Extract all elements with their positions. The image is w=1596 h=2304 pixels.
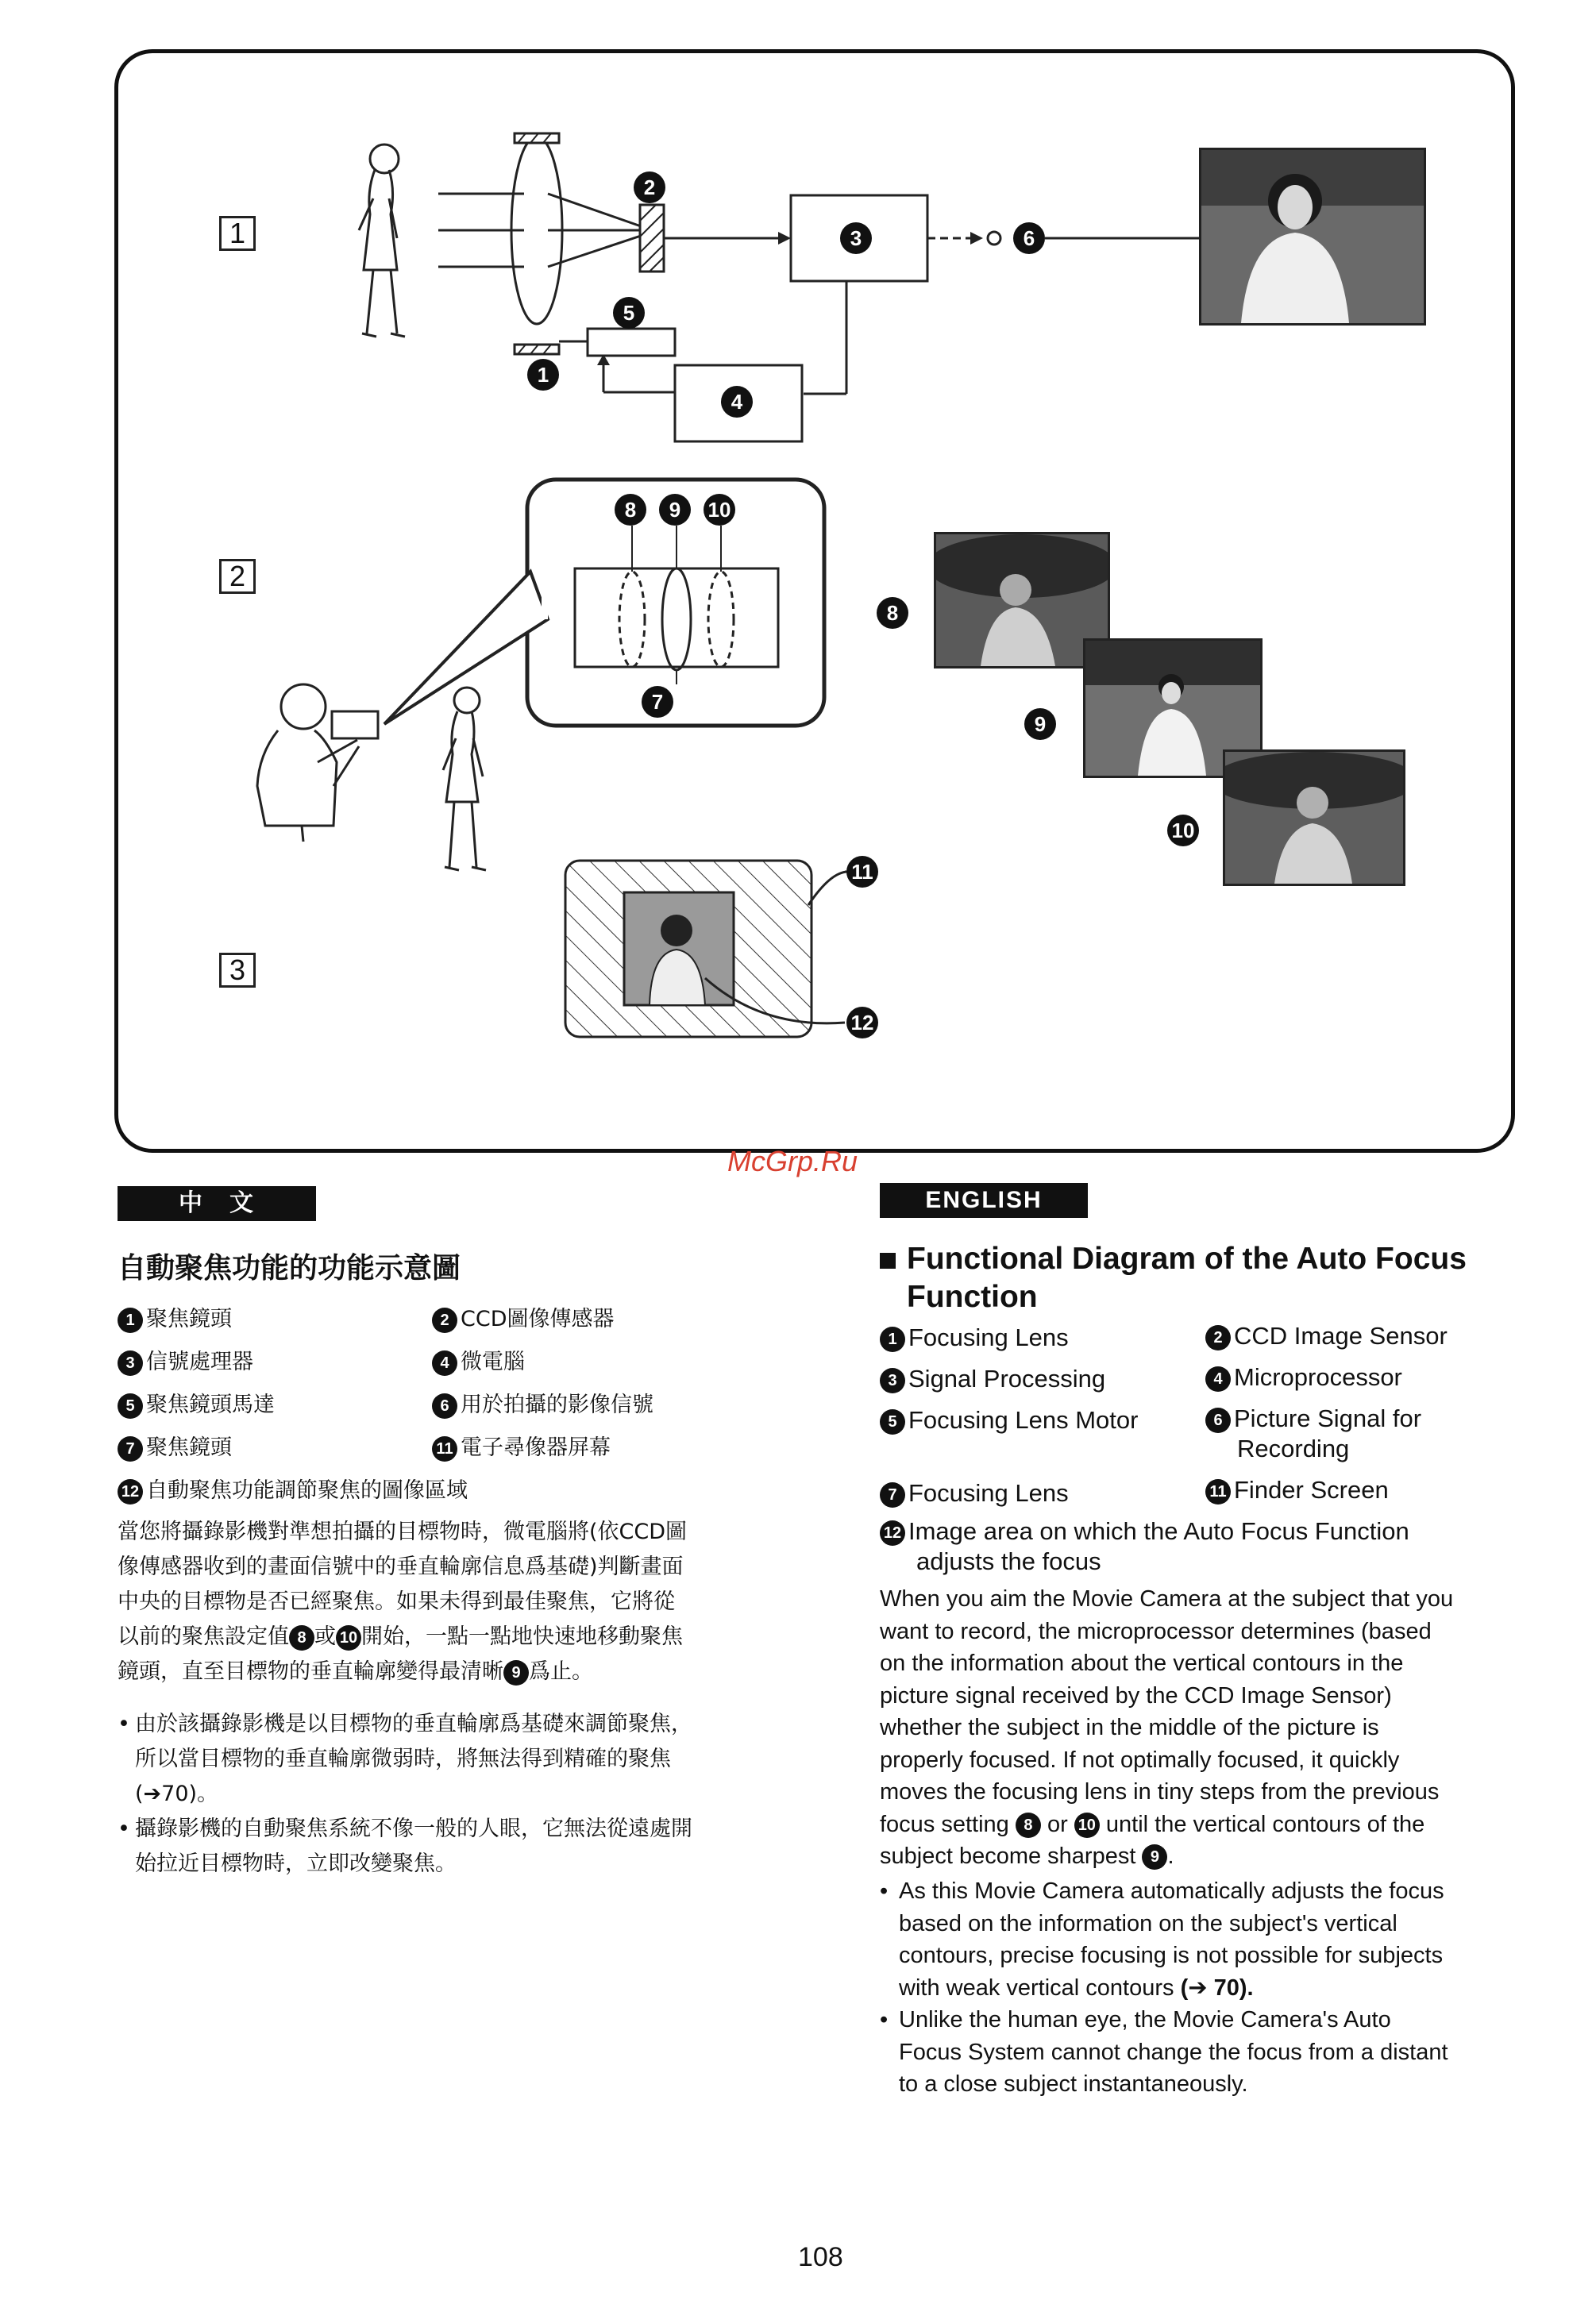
recorded-picture-subject [1201, 150, 1424, 323]
marker-10: 10 [1167, 815, 1199, 846]
english-bullet-1: • As this Movie Camera automatically adjusts the focus based on the information on the subject's vertical contours, precise focusing is not possible for subjects with weak vertical contours (➔ 70). [880, 1878, 1444, 2001]
zh-item-5: 5 聚焦鏡頭馬達 [118, 1391, 275, 1420]
section-2-label: 2 [219, 559, 256, 594]
english-bullet-2: • Unlike the human eye, the Movie Camera's Auto Focus System cannot change the focus from a distant to a close subject instantaneously. [880, 2007, 1448, 2097]
en-item-12: 12 Image area on which the Auto Focus Function adjusts the focus [880, 1516, 1563, 1577]
chinese-tag: 中 文 [118, 1186, 316, 1221]
marker-2: 2 [634, 171, 665, 203]
marker-5: 5 [613, 297, 645, 329]
en-item-6: 6 Picture Signal for Recording [1205, 1404, 1421, 1464]
en-item-11: 11 Finder Screen [1205, 1475, 1389, 1505]
marker-8: 8 [877, 597, 908, 629]
zh-item-12: 12 自動聚焦功能調節聚焦的圖像區域 [118, 1477, 468, 1505]
zh-item-2: 2 CCD圖像傳感器 [432, 1305, 615, 1334]
en-item-7: 7 Focusing Lens [880, 1478, 1069, 1508]
zh-item-6: 6 用於拍攝的影像信號 [432, 1391, 653, 1420]
lens-motor-box [588, 329, 675, 356]
subject-figure-1 [359, 144, 405, 337]
marker-10-top: 10 [704, 494, 735, 526]
recorded-picture [1199, 148, 1426, 326]
en-item-1: 1 Focusing Lens [880, 1323, 1069, 1353]
section-1-label: 1 [219, 216, 256, 251]
zh-item-7: 7 聚焦鏡頭 [118, 1434, 232, 1462]
zh-item-11: 11 電子尋像器屏幕 [432, 1434, 611, 1462]
chinese-bullets: • 由於該攝錄影機是以目標物的垂直輪廓爲基礎來調節聚焦， 所以當目標物的垂直輪廓微弱時，將無法得到精確的聚焦 (➔70)。 • 攝錄影機的自動聚焦系統不像一般的人眼，它無法從遠處開 始拉近目標物時，立即改變聚焦。 [118, 1712, 692, 1876]
en-item-2: 2 CCD Image Sensor [1205, 1321, 1448, 1351]
photo-focus-10 [1223, 749, 1405, 886]
marker-7: 7 [642, 686, 673, 718]
english-tag: ENGLISH [880, 1183, 1088, 1218]
zh-item-4: 4 微電腦 [432, 1348, 525, 1377]
watermark: McGrp.Ru [727, 1145, 858, 1177]
section-3-label: 3 [219, 953, 256, 988]
en-item-3: 3 Signal Processing [880, 1364, 1105, 1394]
marker-3: 3 [840, 222, 872, 254]
marker-9: 9 [1024, 708, 1056, 740]
en-item-4: 4 Microprocessor [1205, 1362, 1402, 1393]
english-title: Functional Diagram of the Auto Focus Function [880, 1240, 1563, 1316]
chinese-title: 自動聚焦功能的功能示意圖 [118, 1252, 461, 1285]
english-body: When you aim the Movie Camera at the subject that you want to record, the microprocessor determines (based on the information about the vertical contours in the picture signal received by the CCD Image Sensor) whether the subject in the middle of the picture is properly focused. If not optimally focused, it quickly moves the focusing lens in tiny steps from the previous focus setting 8 or 10 until the vertical contours of the subject become sharpest 9 . [880, 1586, 1454, 1869]
marker-9-top: 9 [659, 494, 691, 526]
marker-1: 1 [527, 359, 559, 391]
marker-4: 4 [721, 386, 753, 418]
page-number: 108 [798, 2242, 843, 2272]
en-item-5: 5 Focusing Lens Motor [880, 1405, 1138, 1435]
marker-12: 12 [846, 1007, 878, 1038]
english-bullets [880, 1875, 1563, 2101]
camera-operator [257, 684, 378, 842]
marker-8-top: 8 [615, 494, 646, 526]
zh-item-1: 1 聚焦鏡頭 [118, 1305, 232, 1334]
marker-6: 6 [1013, 222, 1045, 254]
chinese-body: 當您將攝錄影機對準想拍攝的目標物時，微電腦將(依CCD圖 像傳感器收到的畫面信號中的垂直輪廓信息爲基礎)判斷畫面 中央的目標物是否已經聚焦。如果未得到最佳聚焦，它將從 以前的聚焦設定值 8 或 10 開始，一點一點地快速地移動聚焦 鏡頭，直至目標物的垂直輪廓變得最清晰 9 爲止。 [118, 1520, 688, 1684]
subject-figure-2 [443, 688, 486, 870]
marker-11: 11 [846, 856, 878, 888]
zh-item-3: 3 信號處理器 [118, 1348, 253, 1377]
light-rays [438, 194, 656, 267]
